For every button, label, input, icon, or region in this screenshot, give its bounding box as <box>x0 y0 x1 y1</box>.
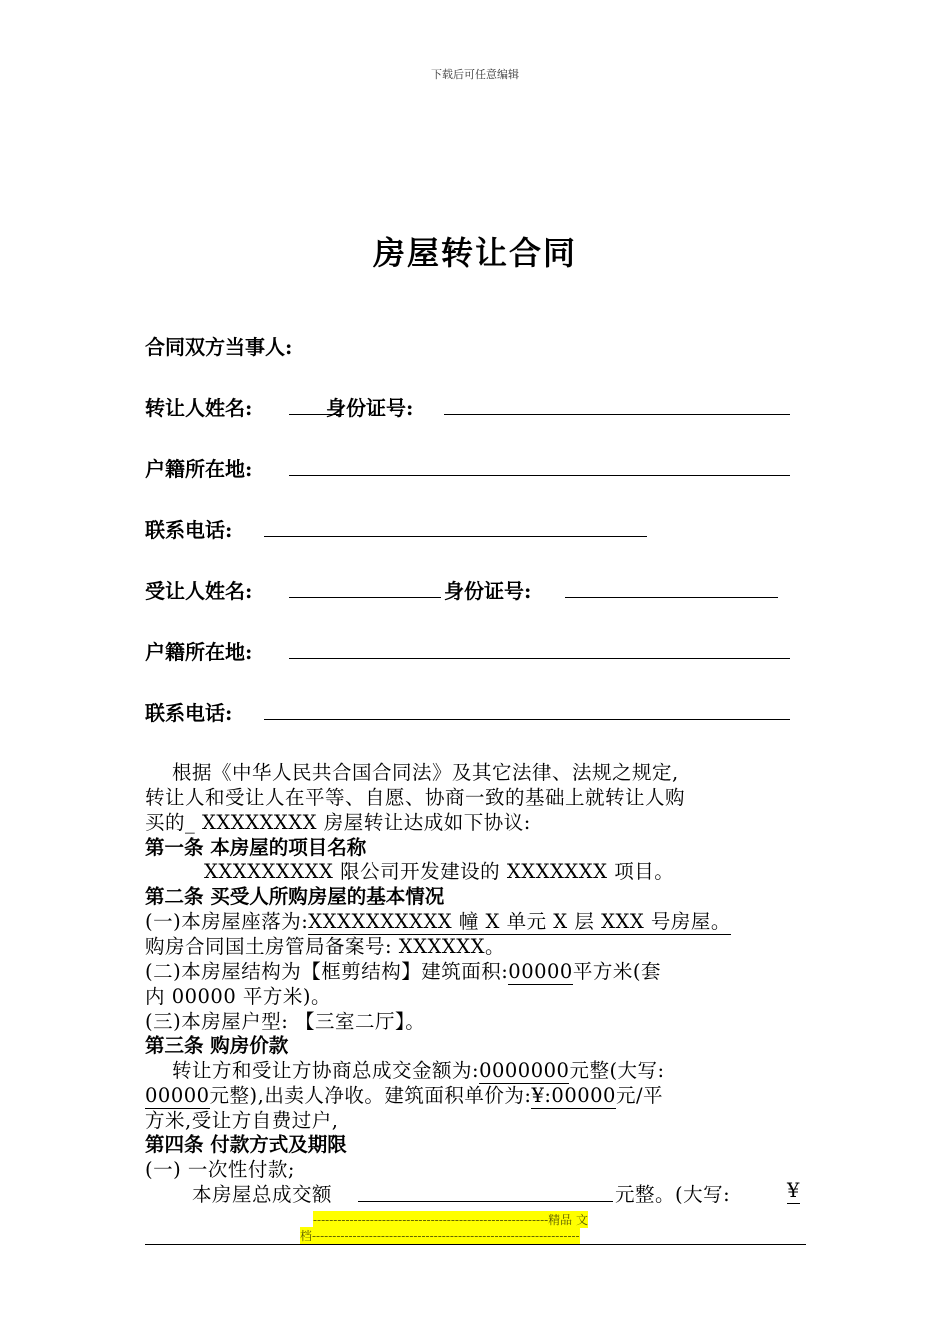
transferor-name-label: 转让人姓名: <box>145 396 253 420</box>
article-3-unit-price: ¥:00000 <box>531 1084 616 1107</box>
article-4-item-1: (一) 一次性付款; <box>145 1158 295 1181</box>
article-3-line-2-suffix: 元/平 <box>615 1084 664 1107</box>
transferor-id-field[interactable] <box>444 414 790 415</box>
preamble-line-3: 买的_ XXXXXXXX 房屋转让达成如下协议: <box>145 811 531 834</box>
transferee-domicile-field[interactable] <box>289 658 790 659</box>
article-2-item-1-value: XXXXXXXXXX 幢 X 单元 X 层 XXX 号房屋。 <box>308 910 731 933</box>
article-1-text: XXXXXXXXX 限公司开发建设的 XXXXXXX 项目。 <box>204 860 675 883</box>
transferee-id-label: 身份证号: <box>444 579 532 603</box>
article-3-line-1-suffix: 元整(大写: <box>569 1059 665 1082</box>
transferee-phone-field[interactable] <box>264 719 790 720</box>
article-3-total-amount: 0000000 <box>479 1059 570 1082</box>
page-header: 下载后可任意编辑 <box>431 68 519 81</box>
preamble-line-1: 根据《中华人民共合国合同法》及其它法律、法规之规定, <box>172 761 679 784</box>
preamble-line-2: 转让人和受让人在平等、自愿、协商一致的基础上就转让人购 <box>145 786 686 809</box>
footer-watermark-line-1: ----------------------------------------------------------精品 文 <box>313 1213 588 1227</box>
article-4-line-suffix: 元整。(大写: <box>615 1183 731 1206</box>
transferor-id-label: 身份证号: <box>326 396 414 420</box>
article-2-item-1-prefix: (一)本房屋座落为: <box>145 910 309 933</box>
article-2-item-1-line-2: 购房合同国土房管局备案号: XXXXXX。 <box>145 935 506 958</box>
article-1-heading: 第一条 本房屋的项目名称 <box>145 836 367 859</box>
transferee-name-field[interactable] <box>289 597 441 598</box>
article-2-item-2-line-2: 内 00000 平方米)。 <box>145 985 332 1008</box>
transferor-phone-label: 联系电话: <box>145 518 233 542</box>
transferee-domicile-label: 户籍所在地: <box>145 640 253 664</box>
article-4-heading: 第四条 付款方式及期限 <box>145 1133 347 1156</box>
article-2-item-2-suffix: 平方米(套 <box>572 960 661 983</box>
transferee-name-label: 受让人姓名: <box>145 579 253 603</box>
parties-heading: 合同双方当事人: <box>145 335 293 359</box>
transferee-id-field[interactable] <box>565 597 778 598</box>
transferor-phone-field[interactable] <box>264 536 647 537</box>
transferor-domicile-label: 户籍所在地: <box>145 457 253 481</box>
article-2-item-2-prefix: (二)本房屋结构为【框剪结构】建筑面积: <box>145 960 509 983</box>
article-2-item-2-value: 00000 <box>508 960 573 983</box>
footer-watermark-line-2: 档------------------------------------------------------------------ <box>300 1229 580 1243</box>
footer-rule <box>145 1244 806 1245</box>
article-2-heading: 第二条 买受人所购房屋的基本情况 <box>145 885 445 908</box>
transferor-domicile-field[interactable] <box>289 475 790 476</box>
article-3-line-2-mid: 元整),出卖人净收。建筑面积单价为: <box>209 1084 532 1107</box>
article-4-line-prefix: 本房屋总成交额 <box>192 1183 333 1206</box>
transferee-phone-label: 联系电话: <box>145 701 233 725</box>
article-3-line-1-prefix: 转让方和受让方协商总成交金额为: <box>172 1059 480 1082</box>
article-2-item-3: (三)本房屋户型: 【三室二厅】。 <box>145 1010 426 1033</box>
article-3-amount-uppercase: 00000 <box>145 1084 210 1107</box>
article-3-line-3: 方米,受让方自费过户, <box>145 1109 339 1132</box>
article-4-total-field[interactable] <box>358 1201 613 1202</box>
document-title: 房屋转让合同 <box>372 234 577 272</box>
article-3-heading: 第三条 购房价款 <box>145 1034 289 1057</box>
article-4-currency: ¥ <box>787 1179 800 1202</box>
